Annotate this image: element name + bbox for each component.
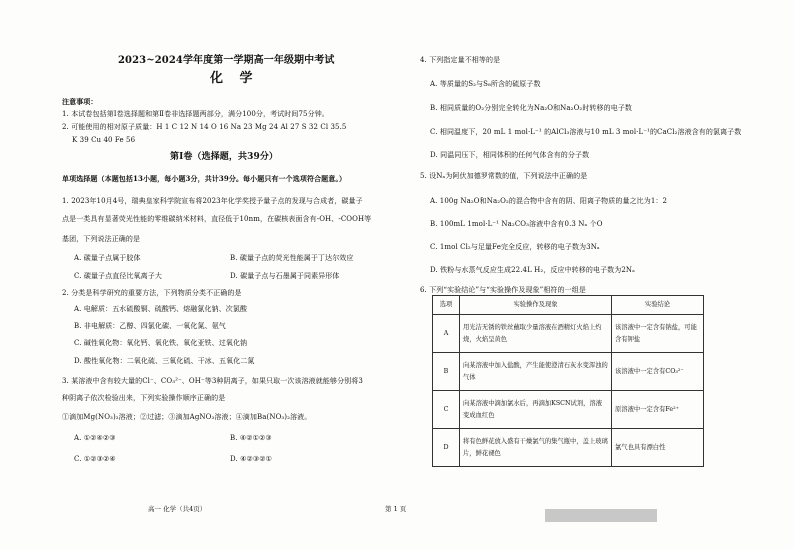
table-header: 实验结论 — [612, 296, 704, 315]
note-line: K 39 Cu 40 Fe 56 — [72, 136, 136, 144]
table-cell: 该溶液中一定含有钠盐，可能含有钾盐 — [612, 315, 704, 353]
option: D. 碳量子点与石墨属于同素异形体 — [230, 272, 340, 280]
option: C. 碳量子点直径比氧离子大 — [74, 272, 162, 280]
question-stem: 点是一类具有显著荧光性能的零维碳纳米材料，直径低于10nm，在碳核表面含有-OH、-COOH等 — [62, 215, 372, 223]
option: C. 1mol Cl₂与足量Fe完全反应，转移的电子数为3Nₐ — [430, 243, 600, 251]
option: D. 铁粉与水蒸气反应生成22.4L H₂，反应中转移的电子数为2Nₐ — [430, 266, 635, 274]
notes-heading: 注意事项： — [62, 97, 98, 106]
question-stem: 基团，下列说法正确的是 — [62, 235, 141, 243]
section-intro: 单项选择题（本题包括13小题，每小题3分，共计39分。每小题只有一个选项符合题意。） — [62, 174, 347, 183]
question-stem: 6. 下列“实验结论”与“实验操作及现象”相符的一组是 — [420, 286, 586, 294]
question-stem: 种阴离子依次检验出来，下列实验操作顺序正确的是 — [62, 394, 226, 402]
section-title: 第Ⅰ卷（选择题，共39分） — [170, 152, 279, 162]
exam-title: 2023~2024学年度第一学期高一年级期中考试 — [118, 55, 335, 66]
experiment-table — [432, 295, 704, 467]
option: C. 相同温度下，20 mL 1 mol·L⁻¹ 的AlCl₃溶液与10 mL 3 mol·L⁻¹的CaCl₂溶液含有的氯离子数 — [430, 128, 742, 136]
table-header: 实验操作及现象 — [460, 296, 612, 315]
exam-subject: 化 学 — [210, 71, 259, 86]
table-row — [433, 429, 704, 467]
option: B. 非电解质：乙醇、四氯化碳、一氧化氮、氨气 — [74, 322, 226, 330]
option: A. 碳量子点属于胶体 — [74, 254, 141, 262]
option: A. 等质量的S₂与S₈所含的硫原子数 — [430, 80, 541, 88]
option: D. 同温同压下，相同体积的任何气体含有的分子数 — [430, 151, 590, 159]
table-cell: 氯气也具有漂白性 — [612, 429, 704, 467]
note-line: 2. 可能使用的相对原子质量：H 1 C 12 N 14 O 16 Na 23 Mg 24 Al 27 S 32 Cl 35.5 — [62, 123, 347, 131]
option: B. 100mL 1mol·L⁻¹ Na₂CO₃溶液中含有0.3 Nₐ 个O — [430, 220, 603, 228]
question-stem: 3. 某溶液中含有较大量的Cl⁻、CO₃²⁻、OH⁻等3种阴离子，如果只取一次该溶液就能够分别将3 — [62, 377, 363, 385]
table-cell: B — [433, 353, 460, 391]
table-cell: 向某溶液中加入盐酸，产生能使澄清石灰水变浑浊的气体 — [460, 353, 612, 391]
table-cell: 将有色鲜花放入盛有干燥氯气的集气瓶中，盖上玻璃片，鲜花褪色 — [460, 429, 612, 467]
table-row — [433, 353, 704, 391]
table-row — [433, 315, 704, 353]
redaction-bar — [545, 509, 657, 522]
footer-page: 第 1 页 — [385, 505, 407, 513]
question-stem: ①滴加Mg(NO₃)₂溶液；②过滤；③滴加AgNO₃溶液；④滴加Ba(NO₃)₂溶液。 — [62, 413, 312, 421]
table-cell: 向某溶液中滴加氯水后，再滴加KSCN试剂，溶液变成血红色 — [460, 391, 612, 429]
option: A. ①②④②③ — [74, 434, 116, 442]
option: B. 相同质量的O₂分别完全转化为Na₂O和Na₂O₂时转移的电子数 — [430, 104, 633, 112]
option: C. ①②③②④ — [74, 455, 116, 463]
option: C. 碱性氧化物：氧化钙、氧化铁、氧化亚铁、过氧化钠 — [74, 339, 248, 347]
question-stem: 5. 设Nₐ为阿伏加德罗常数的值，下列说法中正确的是 — [420, 172, 588, 180]
note-line: 1. 本试卷包括第Ⅰ卷选择题和第Ⅱ卷非选择题两部分，满分100分，考试时间75分钟。 — [62, 110, 329, 118]
table-cell: D — [433, 429, 460, 467]
footer-left: 高一 化学（共4页） — [148, 505, 207, 513]
question-stem: 2. 分类是科学研究的重要方法，下列物质分类不正确的是 — [62, 289, 242, 297]
option: D. ④②③②① — [230, 455, 272, 463]
option: B. ④②①②③ — [230, 434, 272, 442]
table-header-row — [433, 296, 704, 315]
table-cell: 用光洁无锈的铁丝蘸取少量溶液在酒精灯火焰上灼烧，火焰呈黄色 — [460, 315, 612, 353]
table-row — [433, 391, 704, 429]
table-cell: A — [433, 315, 460, 353]
table-header: 选项 — [433, 296, 460, 315]
question-stem: 1. 2023年10月4号，瑞典皇家科学院宣布将2023年化学奖授予量子点的发现与合成者，碳量子 — [62, 197, 363, 205]
option: A. 100g Na₂O和Na₂O₂的混合物中含有的阴、阳离子物质的量之比为1：2 — [430, 197, 668, 205]
table-cell: 该溶液中一定含有CO₃²⁻ — [612, 353, 704, 391]
option: B. 碳量子点的荧光性能属于丁达尔效应 — [230, 254, 354, 262]
option: A. 电解质：五水硫酸铜、硫酸钙、熔融氯化钠、次氯酸 — [74, 305, 248, 313]
option: D. 酸性氧化物：二氧化硫、三氧化硫、干冰、五氧化二氮 — [74, 357, 255, 365]
question-stem: 4. 下列指定量不相等的是 — [420, 56, 501, 64]
table-cell: 原溶液中一定含有Fe²⁺ — [612, 391, 704, 429]
table-cell: C — [433, 391, 460, 429]
